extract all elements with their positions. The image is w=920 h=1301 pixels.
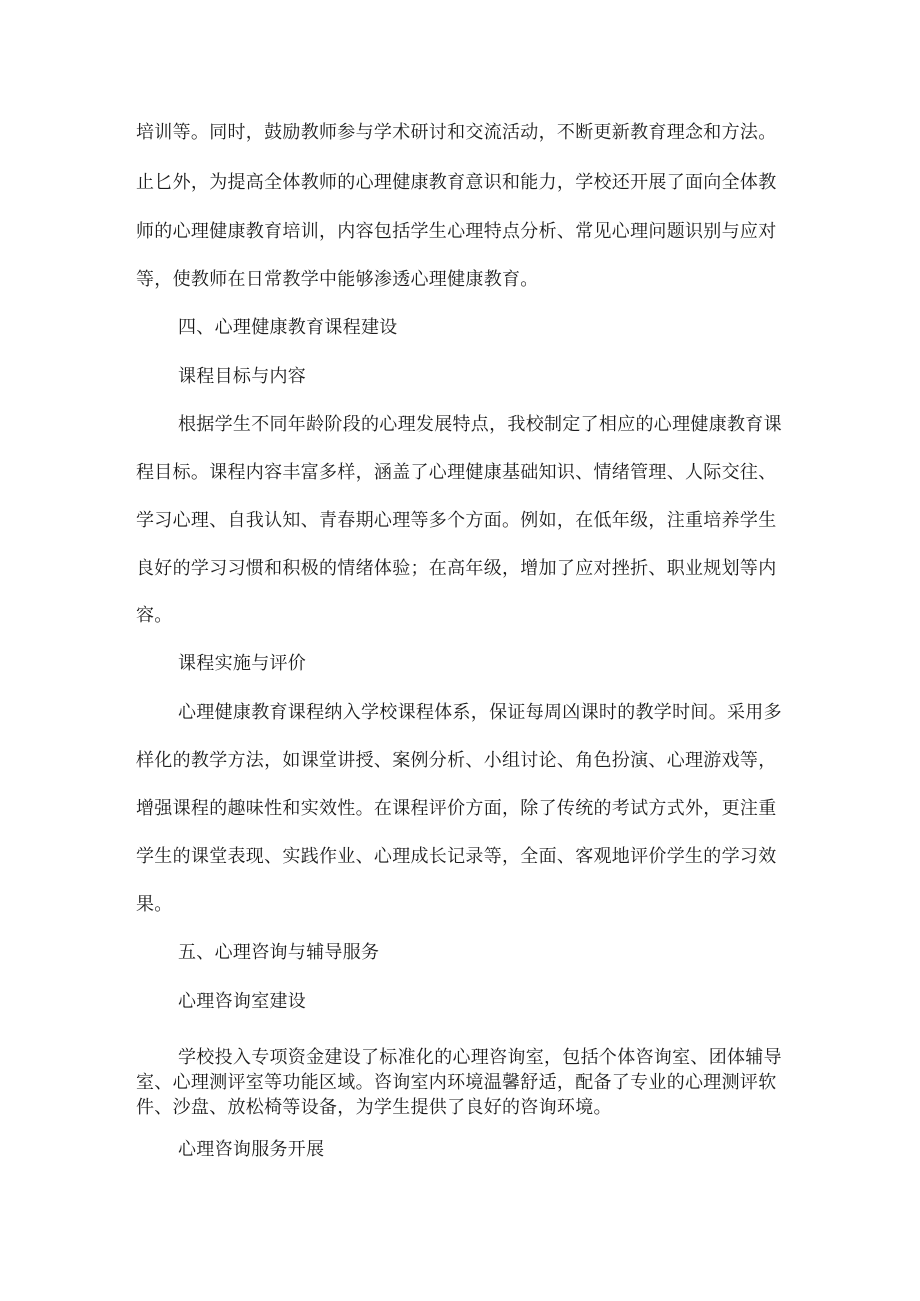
body-text-line: 等，使教师在日常教学中能够渗透心理健康教育。 xyxy=(136,269,539,290)
subsection-heading: 课程实施与评价 xyxy=(178,653,307,674)
body-text-line: 室、心理测评室等功能区域。咨询室内环境温馨舒适，配备了专业的心理测评软 xyxy=(136,1072,777,1093)
body-text-line: 件、沙盘、放松椅等设备，为学生提供了良好的咨询环境。 xyxy=(136,1097,612,1118)
body-text-line: 良好的学习习惯和积极的情绪体验；在高年级，增加了应对挫折、职业规划等内 xyxy=(136,558,777,579)
subsection-heading: 心理咨询室建设 xyxy=(178,991,307,1012)
subsection-heading: 心理咨询服务开展 xyxy=(178,1139,325,1160)
body-text-line: 根据学生不同年龄阶段的心理发展特点，我校制定了相应的心理健康教育课 xyxy=(178,414,782,435)
body-text-line: 培训等。同时，鼓励教师参与学术研讨和交流活动，不断更新教育理念和方法。 xyxy=(136,122,777,143)
body-text-line: 师的心理健康教育培训，内容包括学生心理特点分析、常见心理问题识别与应对 xyxy=(136,221,777,242)
section-heading: 四、心理健康教育课程建设 xyxy=(178,317,398,338)
section-heading: 五、心理咨询与辅导服务 xyxy=(178,942,380,963)
body-text-line: 学校投入专项资金建设了标准化的心理咨询室，包括个体咨询室、团体辅导 xyxy=(178,1047,782,1068)
body-text-line: 学习心理、自我认知、青春期心理等多个方面。例如，在低年级，注重培养学生 xyxy=(136,510,777,531)
body-text-line: 样化的教学方法，如课堂讲授、案例分析、小组讨论、角色扮演、心理游戏等， xyxy=(136,750,777,771)
subsection-heading: 课程目标与内容 xyxy=(178,366,307,387)
body-text-line: 学生的课堂表现、实践作业、心理成长记录等，全面、客观地评价学生的学习效 xyxy=(136,846,777,867)
body-text-line: 容。 xyxy=(136,605,173,626)
body-text-line: 增强课程的趣味性和实效性。在课程评价方面，除了传统的考试方式外，更注重 xyxy=(136,798,777,819)
body-text-line: 止匕外，为提高全体教师的心理健康教育意识和能力，学校还开展了面向全体教 xyxy=(136,172,777,193)
body-text-line: 心理健康教育课程纳入学校课程体系，保证每周凶课时的教学时间。采用多 xyxy=(178,702,782,723)
body-text-line: 程目标。课程内容丰富多样，涵盖了心理健康基础知识、情绪管理、人际交往、 xyxy=(136,462,777,483)
body-text-line: 果。 xyxy=(136,894,173,915)
